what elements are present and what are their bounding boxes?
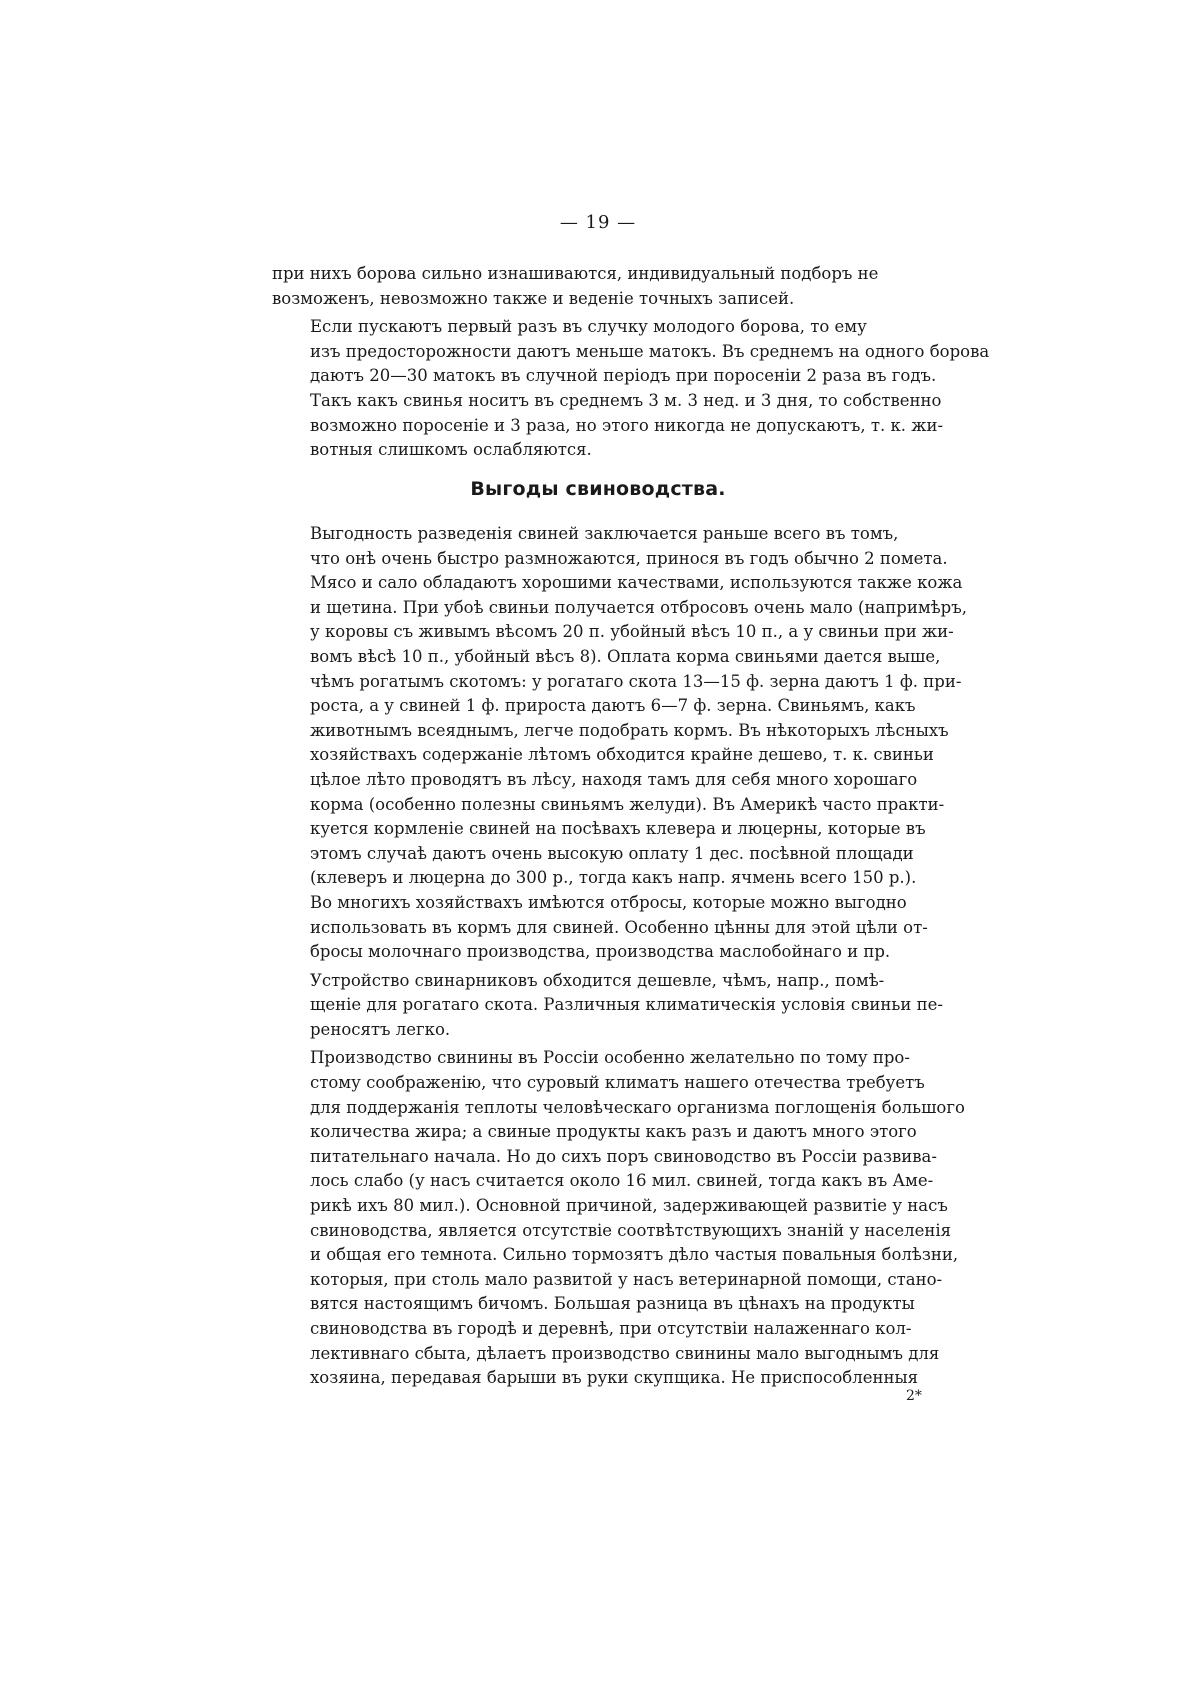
text-line: Устройство свинарниковъ обходится дешевле, чѣмъ, напр., помѣ- bbox=[310, 970, 885, 990]
text-line: реносятъ легко. bbox=[310, 1019, 451, 1039]
text-line: при нихъ борова сильно изнашиваются, индивидуальный подборъ не bbox=[272, 264, 879, 283]
text-line: бросы молочнаго производства, производства маслобойнаго и пр. bbox=[310, 942, 891, 962]
text-line: цѣлое лѣто проводятъ въ лѣсу, находя тамъ для себя много хорошаго bbox=[310, 769, 918, 789]
text-line: хозяина, передавая барыши въ руки скупщика. Не приспособленныя bbox=[310, 1368, 918, 1388]
text-line: вомъ вѣсѣ 10 п., убойный вѣсъ 8). Оплата корма свиньями дается выше, bbox=[310, 646, 941, 666]
text-line: животнымъ всеяднымъ, легче подобрать кормъ. Въ нѣкоторыхъ лѣсныхъ bbox=[310, 720, 949, 740]
text-line: вятся настоящимъ бичомъ. Большая разница въ цѣнахъ на продукты bbox=[310, 1294, 915, 1314]
text-line: корма (особенно полезны свиньямъ желуди). Въ Америкѣ часто практи- bbox=[310, 794, 945, 814]
text-line: изъ предосторожности даютъ меньше матокъ. Въ среднемъ на одного борова bbox=[310, 341, 990, 361]
intro-text bbox=[272, 262, 990, 467]
text-line: Если пускаютъ первый разъ въ случку молодого борова, то ему bbox=[310, 317, 867, 337]
body-paragraph-2 bbox=[272, 969, 957, 1043]
text-line: Мясо и сало обладаютъ хорошими качествами, используются также кожа bbox=[310, 573, 963, 593]
text-line: возможенъ, невозможно также и веденіе точныхъ записей. bbox=[272, 288, 795, 308]
text-line: и щетина. При убоѣ свиньи получается отбросовъ очень мало (напримѣръ, bbox=[310, 597, 967, 617]
text-line: что онѣ очень быстро размножаются, принося въ годъ обычно 2 помета. bbox=[310, 548, 948, 568]
text-line: даютъ 20—30 матокъ въ случной періодъ при поросеніи 2 раза въ годъ. bbox=[310, 366, 937, 386]
page-number: — 19 — bbox=[559, 212, 637, 233]
text-line: Такъ какъ свинья носитъ въ среднемъ 3 м. 3 нед. и 3 дня, то собственно bbox=[310, 390, 942, 410]
text-line: чѣмъ рогатымъ скотомъ: у рогатаго скота 13—15 ф. зерна даютъ 1 ф. при- bbox=[310, 671, 962, 691]
text-line: возможно поросеніе и 3 раза, но этого никогда не допускаютъ, т. к. жи- bbox=[310, 415, 944, 435]
text-line: щеніе для рогатаго скота. Различныя климатическія условія свиньи пе- bbox=[310, 995, 943, 1015]
text-line: использовать въ кормъ для свиней. Особенно цѣнны для этой цѣли от- bbox=[310, 917, 928, 937]
text-line: лось слабо (у насъ считается около 16 мил. свиней, тогда какъ въ Аме- bbox=[310, 1171, 934, 1191]
text-line: количества жира; а свиные продукты какъ разъ и даютъ много этого bbox=[310, 1122, 917, 1142]
text-line: (клеверъ и люцерна до 300 р., тогда какъ напр. ячмень всего 150 р.). bbox=[310, 868, 917, 888]
text-line: для поддержанія теплоты человѣческаго организма поглощенія большого bbox=[310, 1097, 965, 1117]
text-line: этомъ случаѣ даютъ очень высокую оплату 1 дес. посѣвной площади bbox=[310, 843, 914, 863]
printer-signature-mark: 2* bbox=[906, 1388, 922, 1404]
text-line: свиноводства, является отсутствіе соотвѣтствующихъ знаній у населенія bbox=[310, 1220, 952, 1240]
text-line: стому соображенію, что суровый климатъ нашего отечества требуетъ bbox=[310, 1073, 925, 1093]
text-line: которыя, при столь мало развитой у насъ ветеринарной помощи, стано- bbox=[310, 1269, 943, 1289]
body-paragraph-1 bbox=[272, 522, 967, 965]
text-line: Производство свинины въ Россіи особенно желательно по тому про- bbox=[310, 1048, 910, 1068]
text-line: роста, а у свиней 1 ф. прироста даютъ 6—7 ф. зерна. Свиньямъ, какъ bbox=[310, 696, 916, 716]
section-body bbox=[272, 522, 967, 1395]
intro-paragraph-2 bbox=[272, 315, 990, 463]
text-line: куется кормленіе свиней на посѣвахъ клевера и люцерны, которые въ bbox=[310, 819, 926, 839]
text-line: Во многихъ хозяйствахъ имѣются отбросы, которые можно выгодно bbox=[310, 892, 907, 912]
intro-paragraph-1 bbox=[272, 262, 957, 311]
text-line: свиноводства въ городѣ и деревнѣ, при отсутствіи налаженнаго кол- bbox=[310, 1319, 912, 1338]
text-line: Выгодность разведенія свиней заключается раньше всего въ томъ, bbox=[310, 524, 899, 543]
text-line: питательнаго начала. Но до сихъ поръ свиноводство въ Россіи развива- bbox=[310, 1146, 937, 1166]
text-line: хозяйствахъ содержаніе лѣтомъ обходится крайне дешево, т. к. свиньи bbox=[310, 745, 934, 765]
section-heading: Выгоды свиноводства. bbox=[470, 478, 726, 500]
text-line: лективнаго сбыта, дѣлаетъ производство свинины мало выгоднымъ для bbox=[310, 1343, 940, 1363]
body-paragraph-3 bbox=[272, 1046, 965, 1390]
text-line: рикѣ ихъ 80 мил.). Основной причиной, задерживающей развитіе у насъ bbox=[310, 1196, 948, 1216]
text-line: у коровы съ живымъ вѣсомъ 20 п. убойный вѣсъ 10 п., а у свиньи при жи- bbox=[310, 622, 954, 642]
text-line: и общая его темнота. Сильно тормозятъ дѣло частыя повальныя болѣзни, bbox=[310, 1245, 959, 1265]
text-line: вотныя слишкомъ ослабляются. bbox=[310, 440, 592, 460]
